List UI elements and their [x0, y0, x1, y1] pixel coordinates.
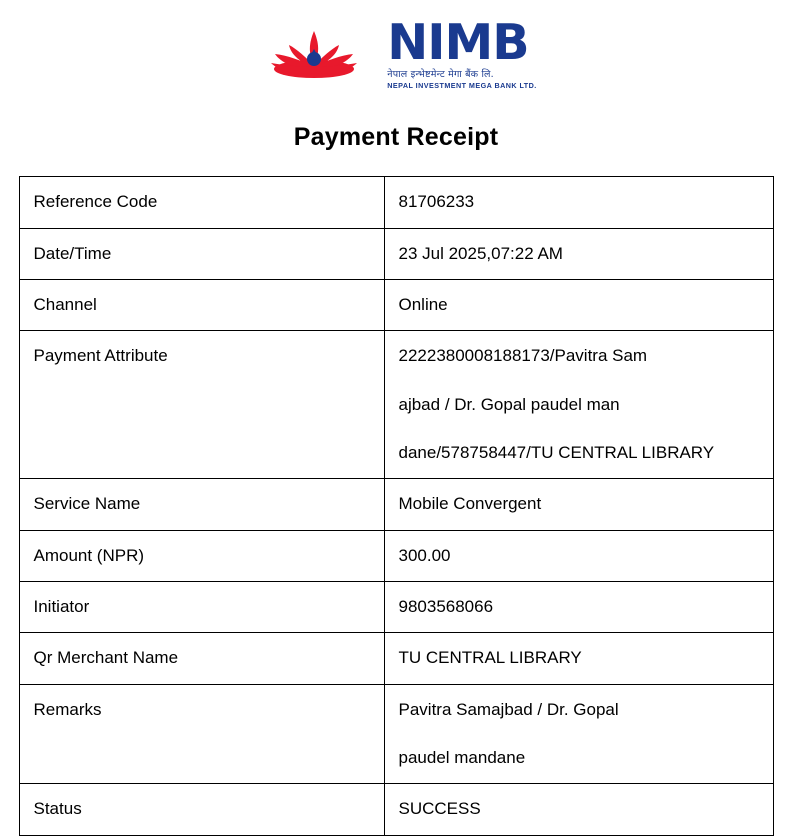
row-value-line: TU CENTRAL LIBRARY [398, 648, 582, 668]
table-row [19, 684, 773, 784]
table-row [19, 228, 773, 279]
row-value-line: ajbad / Dr. Gopal paudel man [398, 394, 620, 414]
row-label: Service Name [19, 479, 384, 530]
row-value-line: 81706233 [398, 192, 475, 212]
row-value-line: 23 Jul 2025,07:22 AM [398, 243, 563, 263]
logo-nepali-name: नेपाल इन्भेष्टमेन्ट मेगा बैंक लि. [387, 69, 494, 80]
row-value [384, 279, 773, 330]
row-value-line: 2222380008188173/Pavitra Sam [398, 346, 648, 366]
row-value-line: Mobile Convergent [398, 494, 542, 514]
table-row [19, 279, 773, 330]
table-row [19, 581, 773, 632]
table-row [19, 177, 773, 228]
row-label: Initiator [19, 581, 384, 632]
row-value [384, 633, 773, 684]
receipt-table [19, 176, 774, 835]
table-row [19, 784, 773, 835]
lotus-logo-icon [255, 23, 373, 85]
row-value-line: dane/578758447/TU CENTRAL LIBRARY [398, 442, 715, 462]
row-label: Date/Time [19, 228, 384, 279]
page-title: Payment Receipt [293, 123, 499, 152]
row-value-line: 300.00 [398, 545, 451, 565]
row-value-line: SUCCESS [398, 799, 481, 819]
row-label: Reference Code [19, 177, 384, 228]
row-value [384, 177, 773, 228]
logo-wordmark: NIMB [387, 14, 529, 71]
row-label: Amount (NPR) [19, 530, 384, 581]
row-value [384, 479, 773, 530]
row-value [384, 581, 773, 632]
row-label: Payment Attribute [19, 331, 384, 479]
row-value [384, 331, 773, 479]
logo-english-name: NEPAL INVESTMENT MEGA BANK LTD. [387, 81, 537, 90]
row-value [384, 684, 773, 784]
table-row [19, 479, 773, 530]
row-value-line: paudel mandane [398, 747, 526, 767]
row-label: Qr Merchant Name [19, 633, 384, 684]
table-row [19, 331, 773, 479]
row-label: Status [19, 784, 384, 835]
row-value [384, 228, 773, 279]
table-row [19, 633, 773, 684]
status-badge [384, 784, 773, 835]
row-label: Channel [19, 279, 384, 330]
row-value-line: Online [398, 294, 448, 314]
row-value-line: Pavitra Samajbad / Dr. Gopal [398, 699, 619, 719]
row-value [384, 530, 773, 581]
row-value-line: 9803568066 [398, 596, 494, 616]
bank-logo [0, 0, 792, 89]
row-label: Remarks [19, 684, 384, 784]
receipt-table-body [19, 177, 773, 835]
table-row [19, 530, 773, 581]
